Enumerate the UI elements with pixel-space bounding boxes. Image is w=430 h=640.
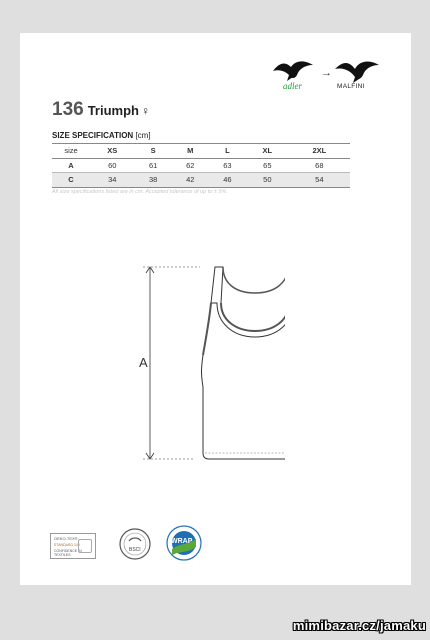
- table-cell: 50: [246, 173, 289, 188]
- product-code: 136: [52, 99, 84, 120]
- product-name: Triumph: [87, 103, 139, 118]
- table-header-cell: M: [172, 144, 209, 159]
- left-strap: [211, 267, 223, 303]
- table-cell: 68: [289, 158, 350, 173]
- malfini-logo-text: MALFINI: [337, 83, 365, 90]
- measure-a-label: A: [139, 355, 148, 370]
- oeko-tex-standard: STANDARD 100: [54, 543, 80, 547]
- table-header-row: [52, 144, 350, 159]
- oeko-tex-title: OEKO-TEX®: [54, 536, 78, 541]
- tank-top-body: [202, 303, 286, 459]
- certification-badges: [50, 527, 250, 567]
- back-neckline: [223, 267, 285, 293]
- table-cell: 46: [209, 173, 246, 188]
- size-chart-sheet: [20, 33, 411, 585]
- tolerance-note: All size specifications listed are in cm. Accepted tolerance of up to ± 5%.: [52, 189, 228, 195]
- bsci-seal-icon: [118, 527, 152, 561]
- table-row-label: C: [52, 173, 90, 188]
- oeko-tex-tagline: CONFIDENCE IN TEXTILES: [54, 549, 82, 557]
- wrap-label: WRAP: [171, 538, 193, 545]
- size-spec-unit: [cm]: [135, 131, 151, 140]
- table-cell: 34: [90, 173, 135, 188]
- table-header-cell: L: [209, 144, 246, 159]
- table-cell: 65: [246, 158, 289, 173]
- table-row: [52, 158, 350, 173]
- table-cell: 54: [289, 173, 350, 188]
- bsci-label: BSCI: [129, 547, 141, 553]
- table-header-cell: XS: [90, 144, 135, 159]
- table-row-label: A: [52, 158, 90, 173]
- oeko-tex-mark-icon: [78, 539, 92, 553]
- table-header-cell: size: [52, 144, 90, 159]
- arrow-icon: →: [321, 67, 332, 79]
- table-header-cell: S: [135, 144, 172, 159]
- table-cell: 63: [209, 158, 246, 173]
- brand-logos: [271, 57, 381, 97]
- adler-logo-text: adler: [283, 81, 302, 91]
- female-icon: ♀: [140, 104, 150, 118]
- watermark: mimibazar.cz/jamaku: [292, 618, 426, 633]
- oeko-tex-badge: [50, 533, 96, 559]
- size-table: [52, 143, 350, 188]
- tank-top-diagram: [125, 263, 285, 503]
- size-spec-heading: [52, 131, 151, 140]
- table-header-cell: 2XL: [289, 144, 350, 159]
- table-header-cell: XL: [246, 144, 289, 159]
- size-spec-title: SIZE SPECIFICATION: [52, 131, 134, 140]
- product-title: [52, 99, 150, 121]
- table-row: [52, 173, 350, 188]
- table-cell: 38: [135, 173, 172, 188]
- table-cell: 62: [172, 158, 209, 173]
- table-cell: 61: [135, 158, 172, 173]
- table-cell: 60: [90, 158, 135, 173]
- neckline-trim: [221, 303, 285, 331]
- table-cell: 42: [172, 173, 209, 188]
